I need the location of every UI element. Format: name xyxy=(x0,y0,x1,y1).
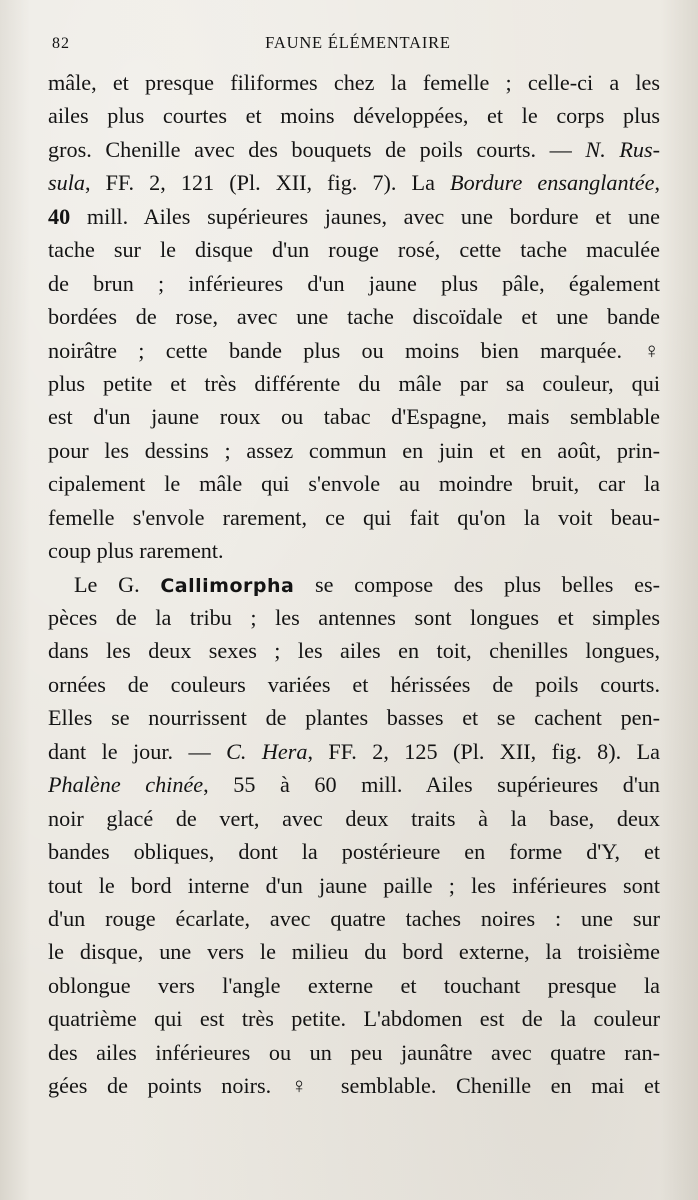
text-line: 40 mill. Ailes supérieures jaunes, avec une bordure et une xyxy=(48,203,660,229)
text-line: ailes plus courtes et moins développées, et le corps plus xyxy=(48,103,660,129)
text-line: est d'un jaune roux ou tabac d'Espagne, mais semblable xyxy=(48,404,660,430)
species-name: N. Rus- xyxy=(585,136,660,162)
common-name: Bordure ensanglantée xyxy=(450,170,655,196)
running-title: FAUNE ÉLÉMENTAIRE xyxy=(265,33,451,52)
body-text xyxy=(48,66,660,1103)
text-line: bandes obliques, dont la postérieure en forme d'Y, et xyxy=(48,839,660,865)
page-number: 82 xyxy=(52,35,70,52)
text-line: plus petite et très différente du mâle par sa couleur, qui xyxy=(48,370,660,396)
text-line: quatrième qui est très petite. L'abdomen est de la couleur xyxy=(48,1006,660,1032)
text-line: pour les dessins ; assez commun en juin et en août, prin- xyxy=(48,437,660,463)
text-line: bordées de rose, avec une tache discoïdale et une bande xyxy=(48,304,660,330)
text-line: ornées de couleurs variées et hérissées de poils courts. xyxy=(48,671,660,697)
text-line: Phalène chinée, 55 à 60 mill. Ailes supérieures d'un xyxy=(48,772,660,798)
text-line: gées de points noirs. ♀ semblable. Chenille en mai et xyxy=(48,1073,660,1099)
text-line: femelle s'envole rarement, ce qui fait qu'on la voit beau- xyxy=(48,504,660,530)
text-line: cipalement le mâle qui s'envole au moindre bruit, car la xyxy=(48,471,660,497)
text-line: tout le bord interne d'un jaune paille ; les inférieures sont xyxy=(48,872,660,898)
text-line: de brun ; inférieures d'un jaune plus pâle, également xyxy=(48,270,660,296)
running-head xyxy=(52,33,664,57)
text-line: le disque, une vers le milieu du bord externe, la troisième xyxy=(48,939,660,965)
species-name: sula xyxy=(48,170,85,196)
text-line: gros. Chenille avec des bouquets de poils courts. — N. Rus- xyxy=(48,136,660,162)
text-line: des ailes inférieures ou un peu jaunâtre avec quatre ran- xyxy=(48,1039,660,1065)
text-line: dant le jour. — C. Hera, FF. 2, 125 (Pl. XII, fig. 8). La xyxy=(48,738,660,764)
text-line: coup plus rarement. xyxy=(48,538,224,564)
text-line: Elles se nourrissent de plantes basses et se cachent pen- xyxy=(48,705,660,731)
text-line: d'un rouge écarlate, avec quatre taches noires : une sur xyxy=(48,905,660,931)
text-line: Le G. Callimorpha se compose des plus belles es- xyxy=(74,571,660,597)
text-line: noirâtre ; cette bande plus ou moins bien marquée. ♀ xyxy=(48,337,660,363)
text-line: sula, FF. 2, 121 (Pl. XII, fig. 7). La Bordure ensanglantée, xyxy=(48,170,660,196)
text-line: mâle, et presque filiformes chez la femelle ; celle-ci a les xyxy=(48,70,660,95)
text-line: dans les deux sexes ; les ailes en toit, chenilles longues, xyxy=(48,638,660,664)
text-line: noir glacé de vert, avec deux traits à la base, deux xyxy=(48,805,660,831)
genus-name: Callimorpha xyxy=(160,574,295,597)
common-name: Phalène chinée xyxy=(48,772,204,798)
species-name: C. Hera xyxy=(226,738,308,764)
text-line: oblongue vers l'angle externe et touchant presque la xyxy=(48,972,660,998)
text-line: pèces de la tribu ; les antennes sont longues et simples xyxy=(48,605,660,630)
text-line: tache sur le disque d'un rouge rosé, cette tache maculée xyxy=(48,237,660,263)
